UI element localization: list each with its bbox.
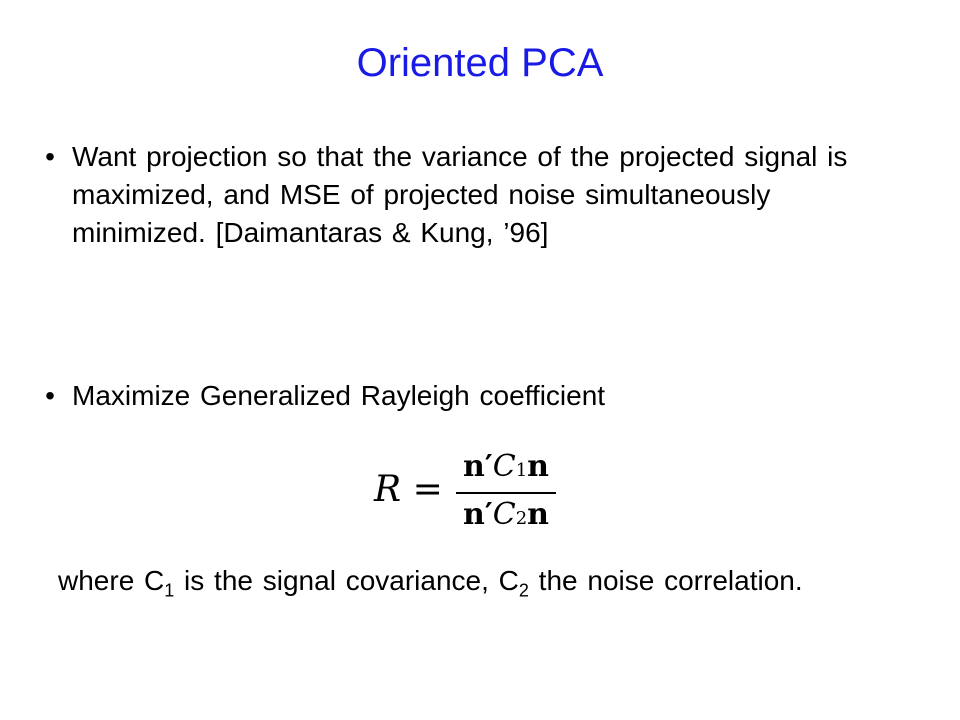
- bullet-marker: •: [45, 141, 55, 172]
- bullet-text: Maximize Generalized Rayleigh coefficient: [72, 380, 606, 411]
- equation-fraction: [456, 448, 556, 538]
- covariance-note: where $C_1$ is the signal covariance, $C_2$ the noise correlation.: [58, 565, 803, 601]
- fraction-bar: [456, 492, 556, 494]
- slide-title: Oriented PCA: [356, 41, 604, 85]
- rayleigh-equation: [374, 448, 574, 536]
- subscript: 2: [518, 580, 529, 601]
- equation-lhs: [374, 470, 443, 510]
- equation-variable: R: [374, 469, 402, 510]
- bullet-marker: •: [45, 380, 55, 411]
- equals-sign: =: [412, 469, 443, 510]
- equation-denominator: n′C2n: [463, 497, 549, 532]
- bullet-item: [30, 377, 910, 415]
- bullet-item: [30, 138, 910, 252]
- bullet-text: Want projection so that the variance of the projected signal is maximized, and MSE of projected noise simultaneously minimized. [Daimantaras & Kung, ’96]: [72, 141, 848, 248]
- subscript: 1: [164, 580, 175, 601]
- equation-numerator: n′C1n: [463, 449, 549, 484]
